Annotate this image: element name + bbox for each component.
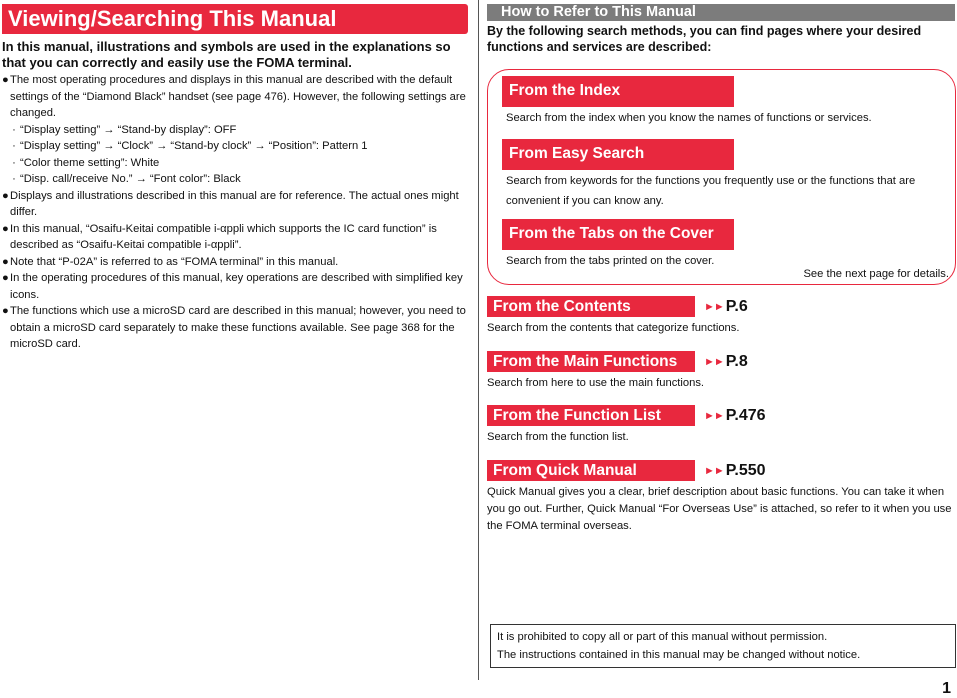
list-item: ●The most operating procedures and displays in this manual are described with the default settings of the “Diamond Black” handset (see page 476). However, the following settings are changed. — [2, 74, 466, 119]
double-arrow-icon: ►► — [704, 464, 724, 477]
ref-description: Search from the contents that categorize functions. — [487, 322, 740, 334]
page-reference: P.8 — [725, 352, 748, 370]
notice-line: The instructions contained in this manual may be changed without notice. — [497, 649, 861, 661]
sub-list-item: · “Color theme setting”: White — [2, 155, 468, 172]
sub-list-item: · “Display setting” → “Clock” → “Stand-by clock” → “Position”: Pattern 1 — [2, 138, 468, 155]
bullet-icon: ● — [2, 305, 9, 317]
ref-description: Search from here to use the main functions. — [487, 377, 705, 389]
search-methods-box — [487, 69, 956, 285]
sub-list-item: · “Display setting” → “Stand-by display”: OFF — [2, 122, 468, 139]
index-label: From the Index — [502, 76, 734, 107]
copyright-notice — [490, 624, 956, 668]
bullet-icon: ● — [2, 74, 9, 86]
double-arrow-icon: ►► — [704, 300, 724, 313]
index-description: Search from the index when you know the names of functions or services. — [506, 112, 872, 124]
list-item: ●Note that “P-02A” is referred to as “FOMA terminal” in this manual. — [2, 254, 468, 271]
howto-banner: How to Refer to This Manual — [487, 4, 955, 21]
ref-label: From Quick Manual — [487, 460, 695, 481]
lead-text: By the following search methods, you can find pages where your desired functions and services are described: — [487, 24, 922, 54]
list-item: ●The functions which use a microSD card are described in this manual; however, you need to obtain a microSD card separately to make these functions available. See page 368 for the microSD card. — [2, 305, 466, 350]
tabs-description: Search from the tabs printed on the cover. — [506, 255, 715, 267]
easy-search-label: From Easy Search — [502, 139, 734, 170]
page-reference: P.6 — [725, 297, 748, 315]
page-reference: P.476 — [725, 406, 766, 424]
section-title: Viewing/Searching This Manual — [2, 4, 468, 34]
bullet-icon: ● — [2, 272, 9, 284]
tabs-label: From the Tabs on the Cover — [502, 219, 734, 250]
column-divider — [478, 0, 479, 680]
bullet-icon: ● — [2, 222, 9, 235]
bullet-list — [2, 72, 468, 353]
double-arrow-icon: ►► — [704, 355, 724, 368]
page-reference: P.550 — [725, 461, 766, 479]
notice-line: It is prohibited to copy all or part of this manual without permission. — [497, 631, 828, 643]
intro-text: In this manual, illustrations and symbols are used in the explanations so that you can correctly and easily use the FOMA terminal. — [2, 39, 451, 70]
middle-dot-icon: · — [12, 140, 16, 152]
ref-main-functions — [487, 351, 955, 392]
ref-quick-manual — [487, 460, 955, 535]
double-arrow-icon: ►► — [704, 409, 724, 422]
ref-contents — [487, 296, 955, 337]
right-column — [487, 4, 955, 661]
ref-label: From the Main Functions — [487, 351, 695, 372]
list-item: ●In this manual, “Osaifu-Keitai compatible i-αppli which supports the IC card function” is described as “Osaifu-Keitai compatible i-αppli”. — [2, 222, 437, 251]
ref-label: From the Function List — [487, 405, 695, 426]
easy-search-description: Search from keywords for the functions you frequently use or the functions that are convenient if you can know any. — [506, 175, 916, 207]
bullet-icon: ● — [2, 255, 9, 268]
list-item: ●In the operating procedures of this manual, key operations are described with simplified key icons. — [2, 272, 463, 301]
bullet-icon: ● — [2, 189, 9, 202]
ref-function-list — [487, 405, 955, 446]
ref-label: From the Contents — [487, 296, 695, 317]
middle-dot-icon: · — [12, 156, 16, 169]
list-item: ●Displays and illustrations described in this manual are for reference. The actual ones might differ. — [2, 189, 459, 218]
page-number: 1 — [942, 680, 951, 697]
ref-description: Search from the function list. — [487, 431, 629, 443]
see-next-page: See the next page for details. — [803, 268, 949, 280]
middle-dot-icon: · — [12, 173, 16, 185]
middle-dot-icon: · — [12, 123, 16, 136]
ref-description: Quick Manual gives you a clear, brief description about basic functions. You can take it when you go out. Further, Quick Manual “For Overseas Use” is attached, so refer to it when you use the FOMA terminal overseas. — [487, 486, 952, 532]
left-column — [2, 4, 468, 353]
sub-list-item: · “Disp. call/receive No.” → “Font color”: Black — [2, 171, 468, 188]
